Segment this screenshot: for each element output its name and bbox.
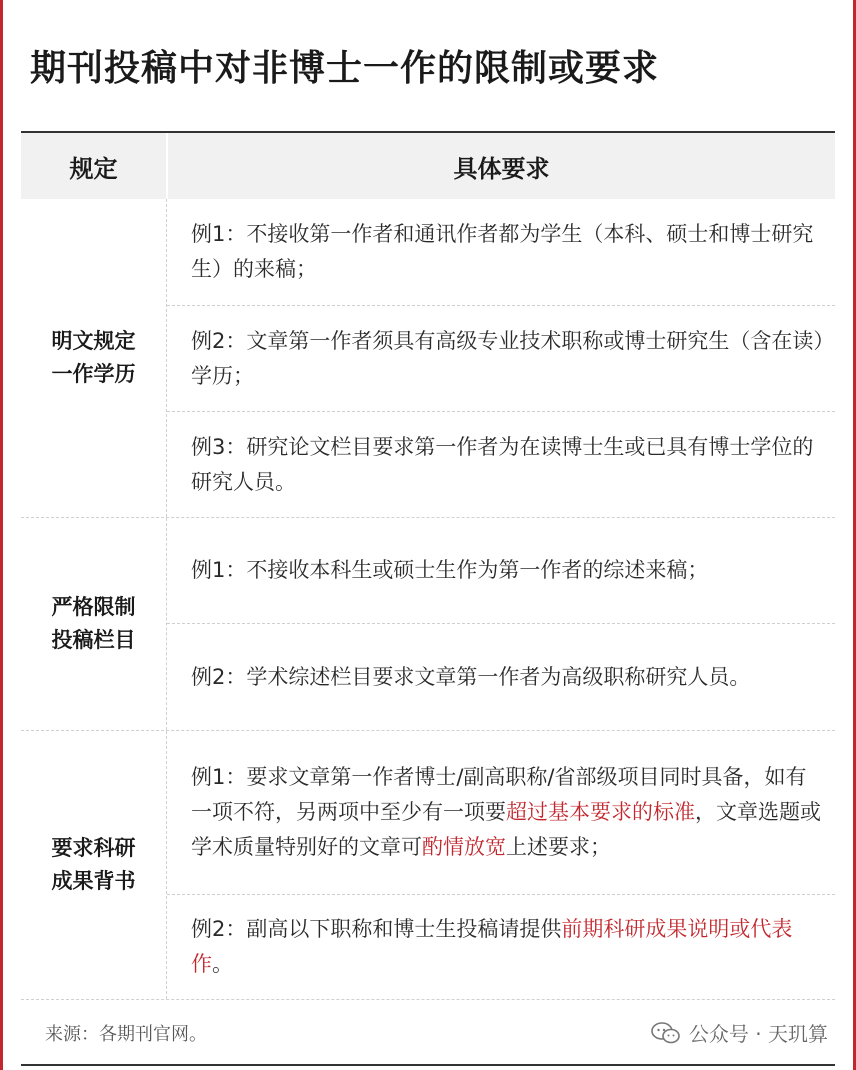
highlight-text: 超过基本要求的标准 <box>506 800 695 824</box>
row-label-line: 一作学历 <box>51 362 136 386</box>
row-label <box>21 518 167 730</box>
wechat-icon <box>651 1022 681 1044</box>
row-label <box>21 731 167 999</box>
table-row-group <box>21 518 835 731</box>
page-title: 期刊投稿中对非博士一作的限制或要求 <box>30 48 660 89</box>
table-cell: 例3：研究论文栏目要求第一作者为在读博士生或已具有博士学位的研究人员。 <box>191 434 814 494</box>
highlight-text: 前期科研成果说明或代表作 <box>191 917 793 976</box>
watermark-text: 公众号 · 天玑算 <box>688 1022 828 1046</box>
table-cell: 例2：文章第一作者须具有高级专业技术职称或博士研究生（含在读）学历； <box>167 306 835 412</box>
bottom-rule <box>21 1064 835 1066</box>
table-cell: 例1：不接收第一作者和通讯作者都为学生（本科、硕士和博士研究生）的来稿； <box>167 199 835 306</box>
table-header <box>21 133 835 199</box>
table-row-group <box>21 731 835 1000</box>
requirements-table <box>21 131 835 1000</box>
cell-text: 例2：副高以下职称和博士生投稿请提供 <box>191 917 562 941</box>
cell-text: 上述要求； <box>506 835 611 859</box>
row-label-line: 成果背书 <box>51 869 136 893</box>
source-note: 来源：各期刊官网。 <box>45 1024 207 1045</box>
header-rule: 规定 <box>21 133 168 199</box>
row-label-line: 严格限制 <box>51 595 136 619</box>
header-detail: 具体要求 <box>453 154 550 183</box>
row-label <box>21 199 167 517</box>
wechat-watermark <box>651 1018 828 1047</box>
table-cell: 例2：学术综述栏目要求文章第一作者为高级职称研究人员。 <box>191 664 751 689</box>
row-label-line: 明文规定 <box>51 329 136 353</box>
row-label-line: 投稿栏目 <box>51 628 136 652</box>
table-row-group <box>21 199 835 518</box>
table-cell: 例1：不接收本科生或硕士生作为第一作者的综述来稿； <box>167 518 835 624</box>
cell-text: 例1：要求文章第一作者博士/副高职称/省部级项目同时具备，如有一项不符，另两项中至少有一项要 <box>191 765 807 824</box>
left-frame-border <box>0 0 3 1070</box>
highlight-text: 酌情放宽 <box>422 835 506 859</box>
table-cell <box>167 895 835 999</box>
cell-text: ，文章选题或学术质量特别好的文章可 <box>191 800 821 859</box>
row-label-line: 要求科研 <box>51 836 136 860</box>
table-cell <box>167 731 835 895</box>
cell-text: 。 <box>212 952 233 976</box>
